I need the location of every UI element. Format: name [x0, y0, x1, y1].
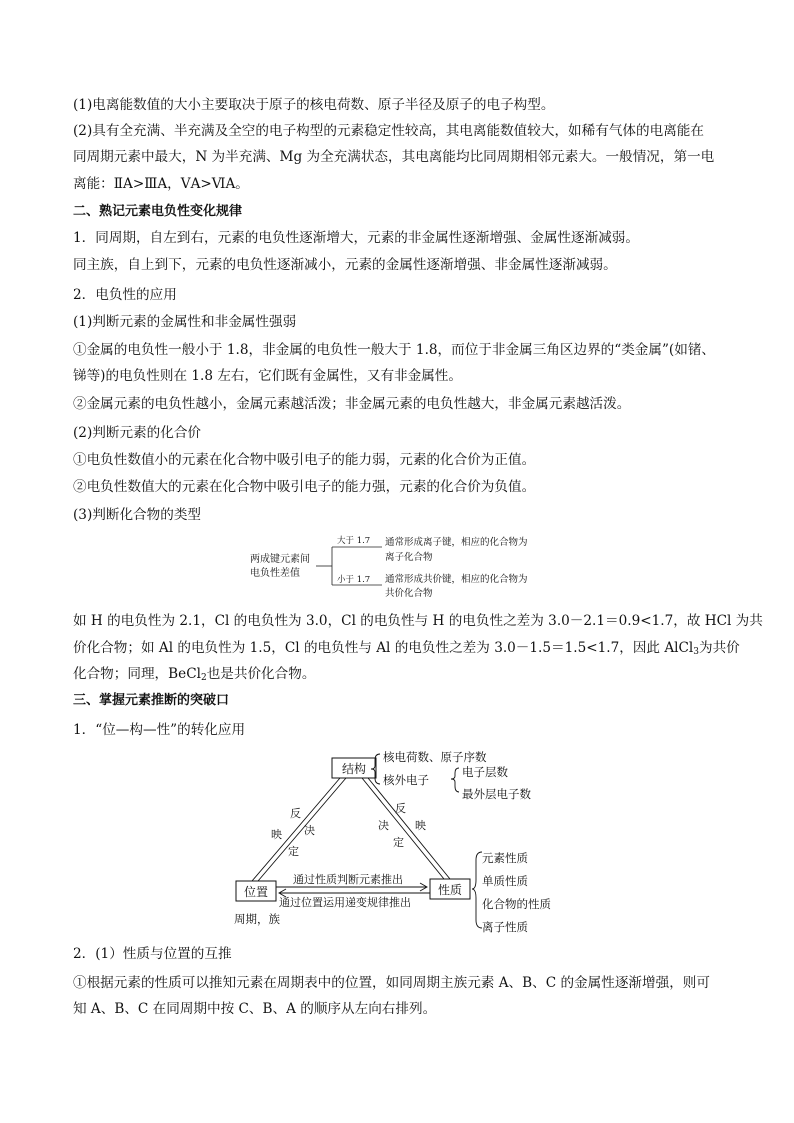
right-fan-char: 反: [395, 802, 406, 815]
item-metallicity: (1)判断元素的金属性和非金属性强弱: [73, 314, 297, 330]
item-valence-2: ②电负性数值大的元素在化合物中吸引电子的能力强，元素的化合价为负值。: [73, 479, 536, 495]
example-becl2-line: [73, 662, 733, 691]
left-ding-char: 定: [288, 845, 299, 858]
item-metallicity-1a: ①金属的电负性一般小于 1.8，非金属的电负性一般大于 1.8，而位于非金属三角区边界的“类金属”(如锗、: [73, 342, 716, 358]
inference-text-2: 知 A、B、C 在同周期中按 C、B、A 的顺序从左向右排列。: [73, 1001, 437, 1017]
property-item-compound: 化合物的性质: [482, 897, 551, 911]
arrow-top-label: 通过性质判断元素推出: [293, 873, 403, 886]
item-valence-1: ①电负性数值小的元素在化合物中吸引电子的能力弱，元素的化合价为正值。: [73, 452, 536, 468]
diagram1-left-2: 电负性差值: [250, 568, 300, 579]
diagram1-lower-condition: 小于 1.7: [337, 575, 371, 585]
example-alcl3-text: 价化合物；如 Al 的电负性为 1.5，Cl 的电负性与 Al 的电负性之差为 3.0－1.5＝1.5<1.7，因此 AlCl: [73, 640, 694, 656]
diagram1-upper-condition: 大于 1.7: [337, 536, 371, 546]
section-heading-2: 二、熟记元素电负性变化规律: [73, 204, 243, 219]
position-label: 位置: [243, 885, 269, 899]
item-metallicity-2: ②金属元素的电负性越小，金属元素越活泼；非金属元素的电负性越大，非金属元素越活泼。: [73, 396, 631, 412]
property-label: 性质: [437, 883, 463, 897]
structure-label: 结构: [341, 762, 367, 776]
property-item-ion: 离子性质: [482, 920, 528, 934]
example-becl2-text: 化合物；同理，BeCl: [73, 666, 201, 682]
item-metallicity-1b: 锑等)的电负性则在 1.8 左右，它们既有金属性，又有非金属性。: [73, 368, 462, 384]
item-compound-type: (3)判断化合物的类型: [73, 507, 202, 523]
item-valence: (2)判断元素的化合价: [73, 425, 202, 441]
example-becl2-tail: 也是共价化合物。: [206, 666, 316, 682]
paragraph-ionization-1: (1)电离能数值的大小主要取决于原子的核电荷数、原子半径及原子的电子构型。: [73, 97, 555, 113]
subheading-mutual-inference: 2．(1）性质与位置的互推: [73, 946, 232, 962]
right-jue-char: 决: [378, 819, 389, 832]
diagram1-left-1: 两成键元素间: [250, 554, 310, 565]
property-item-element: 元素性质: [482, 851, 528, 865]
structure-item-electrons: 核外电子: [383, 773, 429, 787]
example-alcl3-line: [73, 636, 740, 665]
subheading-position-structure-property: 1．“位—构—性”的转化应用: [73, 722, 246, 738]
position-structure-property-diagram: [220, 740, 580, 945]
left-jue-char: 决: [304, 824, 315, 837]
paragraph-ionization-2c: 离能：ⅡA>ⅢA，ⅤA>ⅥA。: [73, 176, 249, 192]
example-hcl: 如 H 的电负性为 2.1，Cl 的电负性为 3.0，Cl 的电负性与 H 的电负性之差为 3.0－2.1＝0.9<1.7，故 HCl 为共: [73, 613, 763, 629]
paragraph-ionization-2a: (2)具有全充满、半充满及全空的电子构型的元素稳定性较高，其电离能数值较大，如稀有气体的电离能在: [73, 123, 704, 139]
alcl3-subscript: 3: [693, 647, 699, 657]
inference-text-1: ①根据元素的性质可以推知元素在周期表中的位置，如同周期主族元素 A、B、C 的金属性逐渐增强，则可: [73, 975, 710, 991]
diagram1-upper-result-1: 通常形成离子键，相应的化合物为: [385, 537, 528, 548]
diagram1-lower-result-2: 共价化合物: [385, 588, 433, 598]
rule-same-group: 同主族，自上到下，元素的电负性逐渐减小，元素的金属性逐渐增强、非金属性逐渐减弱。: [73, 257, 617, 273]
example-alcl3-tail: 为共价: [699, 640, 740, 656]
rule-same-period: 1．同周期，自左到右，元素的电负性逐渐增大，元素的非金属性逐渐增强、金属性逐渐减弱。: [73, 230, 639, 246]
structure-item-valence-electrons: 最外层电子数: [462, 787, 531, 801]
subheading-applications: 2．电负性的应用: [73, 287, 177, 303]
right-ying-char: 映: [415, 819, 426, 832]
right-ding-char: 定: [393, 836, 404, 849]
left-ying-char: 映: [271, 828, 282, 841]
structure-item-nuclear-charge: 核电荷数、原子序数: [383, 750, 487, 764]
left-fan-char: 反: [290, 807, 301, 820]
electronegativity-diagram: [240, 530, 570, 598]
paragraph-ionization-2b: 同周期元素中最大，N 为半充满、Mg 为全充满状态，其电离能均比同周期相邻元素大。一般情况，第一电: [73, 149, 715, 165]
section-heading-3: 三、掌握元素推断的突破口: [73, 693, 230, 708]
structure-item-shells: 电子层数: [462, 765, 508, 779]
property-item-simple-substance: 单质性质: [482, 874, 528, 888]
diagram1-upper-result-2: 离子化合物: [385, 552, 433, 563]
position-note: 周期，族: [234, 912, 280, 926]
becl2-subscript: 2: [200, 673, 207, 683]
diagram1-lower-result-1: 通常形成共价键，相应的化合物为: [385, 574, 528, 585]
arrow-bottom-label: 通过位置运用递变规律推出: [279, 896, 411, 909]
